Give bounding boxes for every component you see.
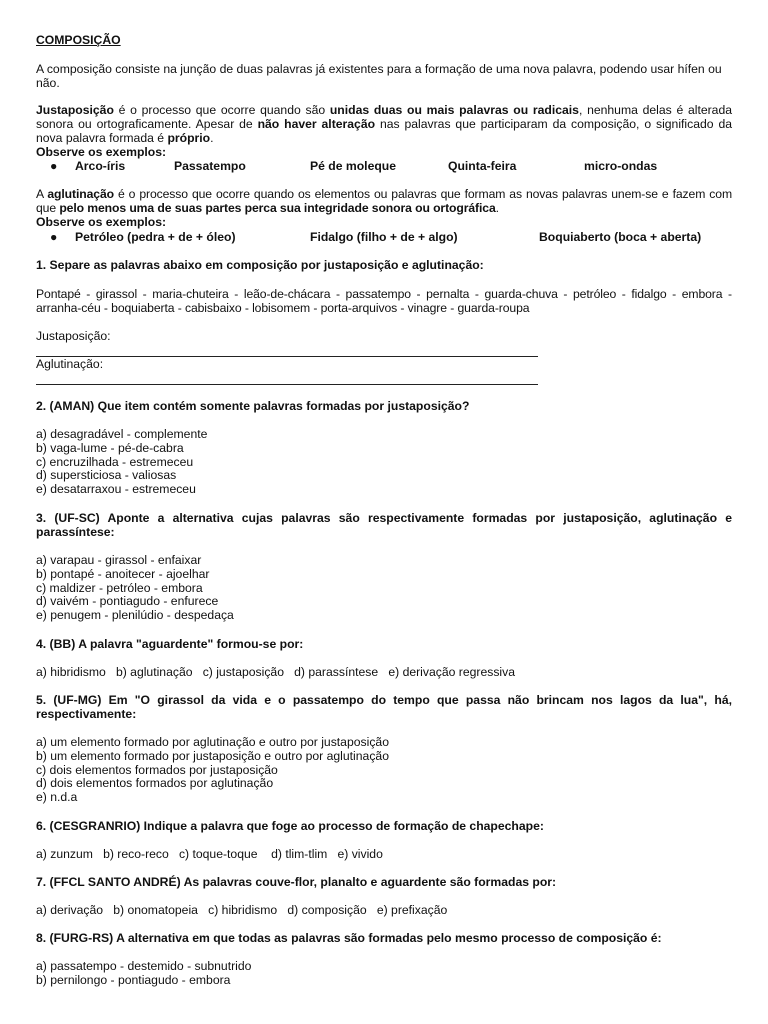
q7-options <box>36 904 732 918</box>
question-2: 2. (AMAN) Que item contém somente palavras formadas por justaposição? <box>36 399 470 413</box>
text-run: , nenhuma delas é alterada sonora ou ortograficamente. Apesar de <box>36 103 732 131</box>
option-item[interactable]: b) vaga-lume - pé-de-cabra <box>36 440 184 455</box>
text-run: é o processo que ocorre quando são <box>113 103 330 117</box>
example-item: Pé de moleque <box>310 159 397 173</box>
option-item[interactable]: d) tlim-tlim <box>271 847 328 861</box>
option-item[interactable]: c) toque-toque <box>178 847 258 861</box>
text-run: . <box>210 130 214 145</box>
option-gap <box>327 847 337 861</box>
option-item[interactable]: d) vaivém - pontiagudo - enfurece <box>36 594 219 609</box>
q3-options <box>36 554 732 623</box>
bullet-icon: ● <box>50 159 58 173</box>
option-item[interactable]: d) composição <box>287 903 367 917</box>
option-item[interactable]: c) hibridismo <box>208 903 278 917</box>
question-5: 5. (UF-MG) Em "O girassol da vida e o passatempo do tempo que passa não brincam nos lagos da lua", há, respectivamente: <box>36 693 732 721</box>
option-item[interactable]: e) desatarraxou - estremeceu <box>36 482 196 497</box>
answer-line-justaposicao[interactable] <box>36 356 538 357</box>
question-7: 7. (FFCL SANTO ANDRÉ) As palavras couve-flor, planalto e aguardente são formadas por: <box>36 875 557 889</box>
q6-options <box>36 848 732 862</box>
option-item[interactable]: b) reco-reco <box>103 847 169 861</box>
justaposicao-paragraph <box>36 104 732 145</box>
question-3: 3. (UF-SC) Aponte a alternativa cujas palavras são respectivamente formadas por justaposição, aglutinação e parassíntese: <box>36 511 732 539</box>
option-item[interactable]: c) encruzilhada - estremeceu <box>36 454 194 469</box>
option-item[interactable]: c) justaposição <box>202 665 284 679</box>
option-item[interactable]: b) aglutinação <box>115 665 193 679</box>
option-gap <box>93 847 103 861</box>
aglutinacao-paragraph <box>36 188 732 216</box>
bold-run: pelo menos uma de suas partes perca sua integridade sonora ou ortográfica <box>59 200 496 215</box>
question-8: 8. (FURG-RS) A alternativa em que todas as palavras são formadas pelo mesmo processo de composição é: <box>36 931 662 945</box>
q5-options <box>36 736 732 805</box>
observe-label-1: Observe os exemplos: <box>36 145 167 159</box>
option-gap <box>169 847 179 861</box>
option-gap <box>258 847 272 861</box>
option-item[interactable]: a) zunzum <box>36 847 93 861</box>
question-6: 6. (CESGRANRIO) Indique a palavra que foge ao processo de formação de chapechape: <box>36 819 544 833</box>
option-item[interactable]: e) penugem - plenilúdio - despedaça <box>36 608 234 623</box>
label-justaposicao: Justaposição: <box>36 329 111 343</box>
question-1: 1. Separe as palavras abaixo em composição por justaposição e aglutinação: <box>36 258 484 272</box>
question-4: 4. (BB) A palavra "aguardente" formou-se por: <box>36 637 304 651</box>
option-item[interactable]: b) onomatopeia <box>113 903 198 917</box>
justaposicao-term: Justaposição <box>36 103 114 117</box>
option-gap <box>103 903 113 917</box>
option-item[interactable]: b) pernilongo - pontiagudo - embora <box>36 972 231 987</box>
option-gap <box>106 665 116 679</box>
option-item[interactable]: a) passatempo - destemido - subnutrido <box>36 959 252 973</box>
option-item[interactable]: e) derivação regressiva <box>388 665 516 679</box>
option-item[interactable]: a) hibridismo <box>36 665 106 679</box>
option-item[interactable]: a) um elemento formado por aglutinação e outro por justaposição <box>36 735 389 749</box>
option-item[interactable]: e) n.d.a <box>36 790 78 805</box>
bold-run: próprio <box>167 130 211 145</box>
aglutinacao-term: aglutinação <box>47 187 114 201</box>
option-gap <box>378 665 388 679</box>
example-item: Passatempo <box>174 159 246 173</box>
text-run: é o processo que ocorre quando os elementos ou palavras que formam as novas palavras unem-se e fazem com que <box>36 187 732 215</box>
answer-line-aglutinacao[interactable] <box>36 384 538 385</box>
text-run: . <box>495 200 499 215</box>
option-item[interactable]: e) vivido <box>337 847 383 861</box>
example-item: micro-ondas <box>584 159 658 173</box>
option-gap <box>193 665 203 679</box>
option-gap <box>198 903 208 917</box>
page-title: COMPOSIÇÃO <box>36 33 121 47</box>
example-item: Arco-íris <box>75 159 126 173</box>
observe-label-2: Observe os exemplos: <box>36 215 167 229</box>
example-item: Boquiaberto (boca + aberta) <box>539 230 702 244</box>
option-item[interactable]: a) desagradável - complemente <box>36 427 208 441</box>
option-item[interactable]: a) derivação <box>36 903 104 917</box>
option-item[interactable]: b) pontapé - anoitecer - ajoelhar <box>36 566 210 581</box>
q8-options <box>36 960 732 988</box>
option-item[interactable]: d) supersticiosa - valiosas <box>36 468 177 483</box>
option-item[interactable]: b) um elemento formado por justaposição e outro por aglutinação <box>36 748 389 763</box>
option-gap <box>367 903 377 917</box>
text-run: A <box>36 187 48 201</box>
option-item[interactable]: d) dois elementos formados por aglutinação <box>36 776 274 791</box>
bullet-icon: ● <box>50 230 58 244</box>
option-item[interactable]: e) prefixação <box>376 903 448 917</box>
q1-word-list: Pontapé - girassol - maria-chuteira - leão-de-chácara - passatempo - pernalta - guarda-chuva - petróleo - fidalgo - embora - arranha-céu - boquiaberta - cabisbaixo - lobisomem - porta-arquivos - vinagre - guarda-roupa <box>36 287 732 315</box>
text-run: nas palavras que participaram da composição, o significado da nova palavra formada é <box>36 116 733 145</box>
example-item: Quinta-feira <box>448 159 517 173</box>
option-item[interactable]: d) parassíntese <box>294 665 379 679</box>
option-item[interactable]: c) maldizer - petróleo - embora <box>36 580 203 595</box>
q2-options <box>36 428 732 497</box>
option-item[interactable]: c) dois elementos formados por justaposição <box>36 762 278 777</box>
option-gap <box>284 665 294 679</box>
option-item[interactable]: a) varapau - girassol - enfaixar <box>36 553 202 567</box>
intro-paragraph: A composição consiste na junção de duas palavras já existentes para a formação de uma nova palavra, podendo usar hífen ou não. <box>36 62 722 90</box>
q4-options <box>36 666 732 680</box>
example-item: Fidalgo (filho + de + algo) <box>310 230 458 244</box>
option-gap <box>277 903 287 917</box>
example-item: Petróleo (pedra + de + óleo) <box>75 230 236 244</box>
bold-run: não haver alteração <box>257 116 376 131</box>
bold-run: unidas duas ou mais palavras ou radicais <box>329 103 579 117</box>
label-aglutinacao: Aglutinação: <box>36 357 104 371</box>
